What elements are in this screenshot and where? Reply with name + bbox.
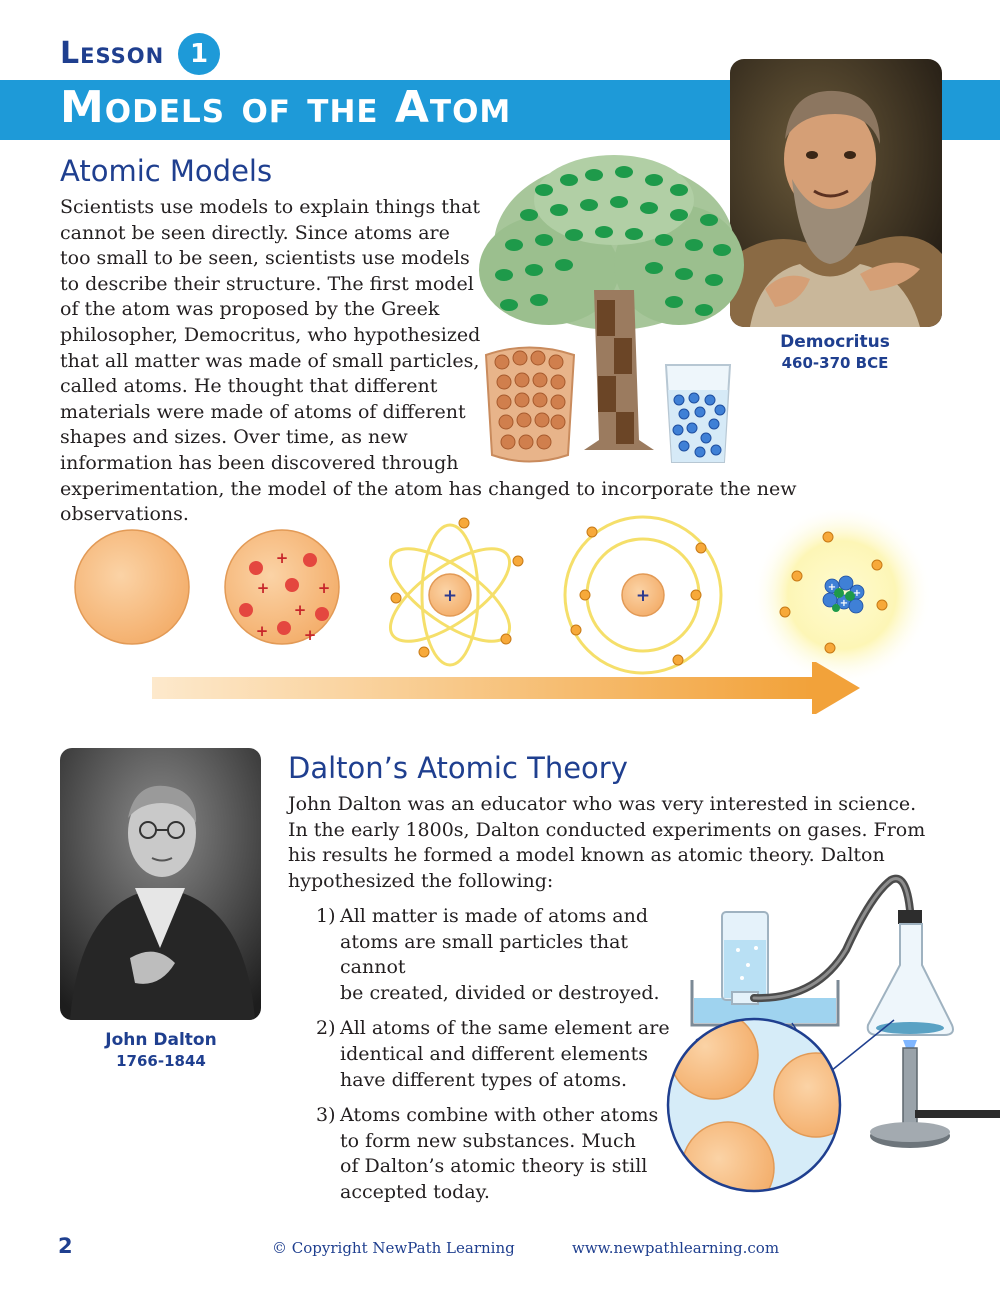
list-item — [316, 1016, 696, 1093]
text-line: cannot be seen directly. Since atoms are — [60, 221, 450, 244]
list-number: 2) — [316, 1017, 336, 1040]
democritus-name: Democritus — [780, 332, 890, 352]
dalton-caption — [86, 1030, 236, 1070]
democritus-years: 460-370 BCE — [781, 354, 889, 372]
dalton-portrait — [60, 748, 261, 1020]
text-line: called atoms. He thought that different — [60, 375, 438, 398]
rutherford-model — [377, 518, 524, 665]
dalton-name: John Dalton — [105, 1030, 217, 1050]
website-link[interactable]: www.newpathlearning.com — [572, 1239, 780, 1257]
electron-cloud-model — [752, 510, 932, 685]
gas-experiment-illustration — [666, 870, 1000, 1200]
proton-label: + — [827, 582, 837, 593]
text-line: shapes and sizes. Over time, as new — [60, 426, 408, 449]
lesson-label: Lesson — [60, 36, 165, 71]
text-line: philosopher, Democritus, who hypothesized — [60, 323, 481, 346]
dalton-years: 1766-1844 — [116, 1052, 206, 1070]
page-title: Models of the Atom — [60, 82, 512, 133]
copyright-text: © Copyright NewPath Learning — [272, 1239, 515, 1257]
atomic-models-heading: Atomic Models — [60, 154, 273, 188]
proton-label: + — [256, 579, 270, 597]
proton-label: + — [635, 586, 651, 606]
text-line: too small to be seen, scientists use models — [60, 247, 470, 270]
text-line: his results he formed a model known as atomic theory. Dalton — [288, 844, 885, 867]
text-line: accepted today. — [340, 1180, 490, 1203]
lesson-number-badge: 1 — [178, 33, 220, 75]
text-line: Scientists use models to explain things that — [60, 196, 481, 218]
water-glass — [666, 365, 730, 462]
text-line: All matter is made of atoms and — [340, 905, 648, 927]
page-number: 2 — [58, 1234, 73, 1258]
text-line: John Dalton was an educator who was very interested in science. — [288, 793, 917, 815]
proton-label: + — [275, 549, 289, 567]
text-line: materials were made of atoms of different — [60, 400, 466, 423]
proton-label: + — [293, 601, 307, 619]
atomic-models-diagram — [60, 510, 940, 725]
thomson-model — [225, 530, 339, 644]
text-line: to form new substances. Much — [340, 1129, 636, 1152]
list-number: 1) — [316, 905, 336, 927]
dalton-model-sphere — [75, 530, 189, 644]
text-line: identical and different elements — [340, 1042, 648, 1065]
text-line: that all matter was made of small particles, — [60, 349, 480, 372]
text-line: All atoms of the same element are — [340, 1017, 670, 1040]
dalton-hypotheses-list — [316, 904, 696, 1216]
text-line: atoms are small particles that cannot — [340, 930, 629, 979]
text-line: information has been discovered through — [60, 451, 459, 474]
bohr-model — [565, 517, 721, 673]
text-line: be created, divided or destroyed. — [340, 981, 660, 1004]
proton-label: + — [255, 622, 269, 640]
matter-illustration — [474, 150, 744, 470]
list-item — [316, 904, 696, 1006]
dalton-heading: Dalton’s Atomic Theory — [288, 751, 628, 785]
text-line: of the atom was proposed by the Greek — [60, 298, 440, 321]
progression-arrow — [152, 662, 860, 714]
text-line: In the early 1800s, Dalton conducted experiments on gases. From — [288, 818, 926, 841]
text-line: have different types of atoms. — [340, 1068, 628, 1091]
text-line: to describe their structure. The first model — [60, 272, 474, 295]
proton-label: + — [839, 598, 849, 609]
proton-label: + — [442, 586, 458, 606]
proton-label: + — [317, 579, 331, 597]
list-number: 3) — [316, 1104, 336, 1127]
text-line: experimentation, the model of the atom has changed to incorporate the new observations. — [60, 477, 797, 526]
text-line: Atoms combine with other atoms — [340, 1104, 659, 1127]
list-item — [316, 1103, 696, 1205]
proton-label: + — [852, 588, 862, 599]
basket — [486, 348, 574, 462]
text-line: hypothesized the following: — [288, 869, 554, 892]
proton-label: + — [303, 626, 317, 644]
text-line: of Dalton’s atomic theory is still — [340, 1155, 648, 1178]
